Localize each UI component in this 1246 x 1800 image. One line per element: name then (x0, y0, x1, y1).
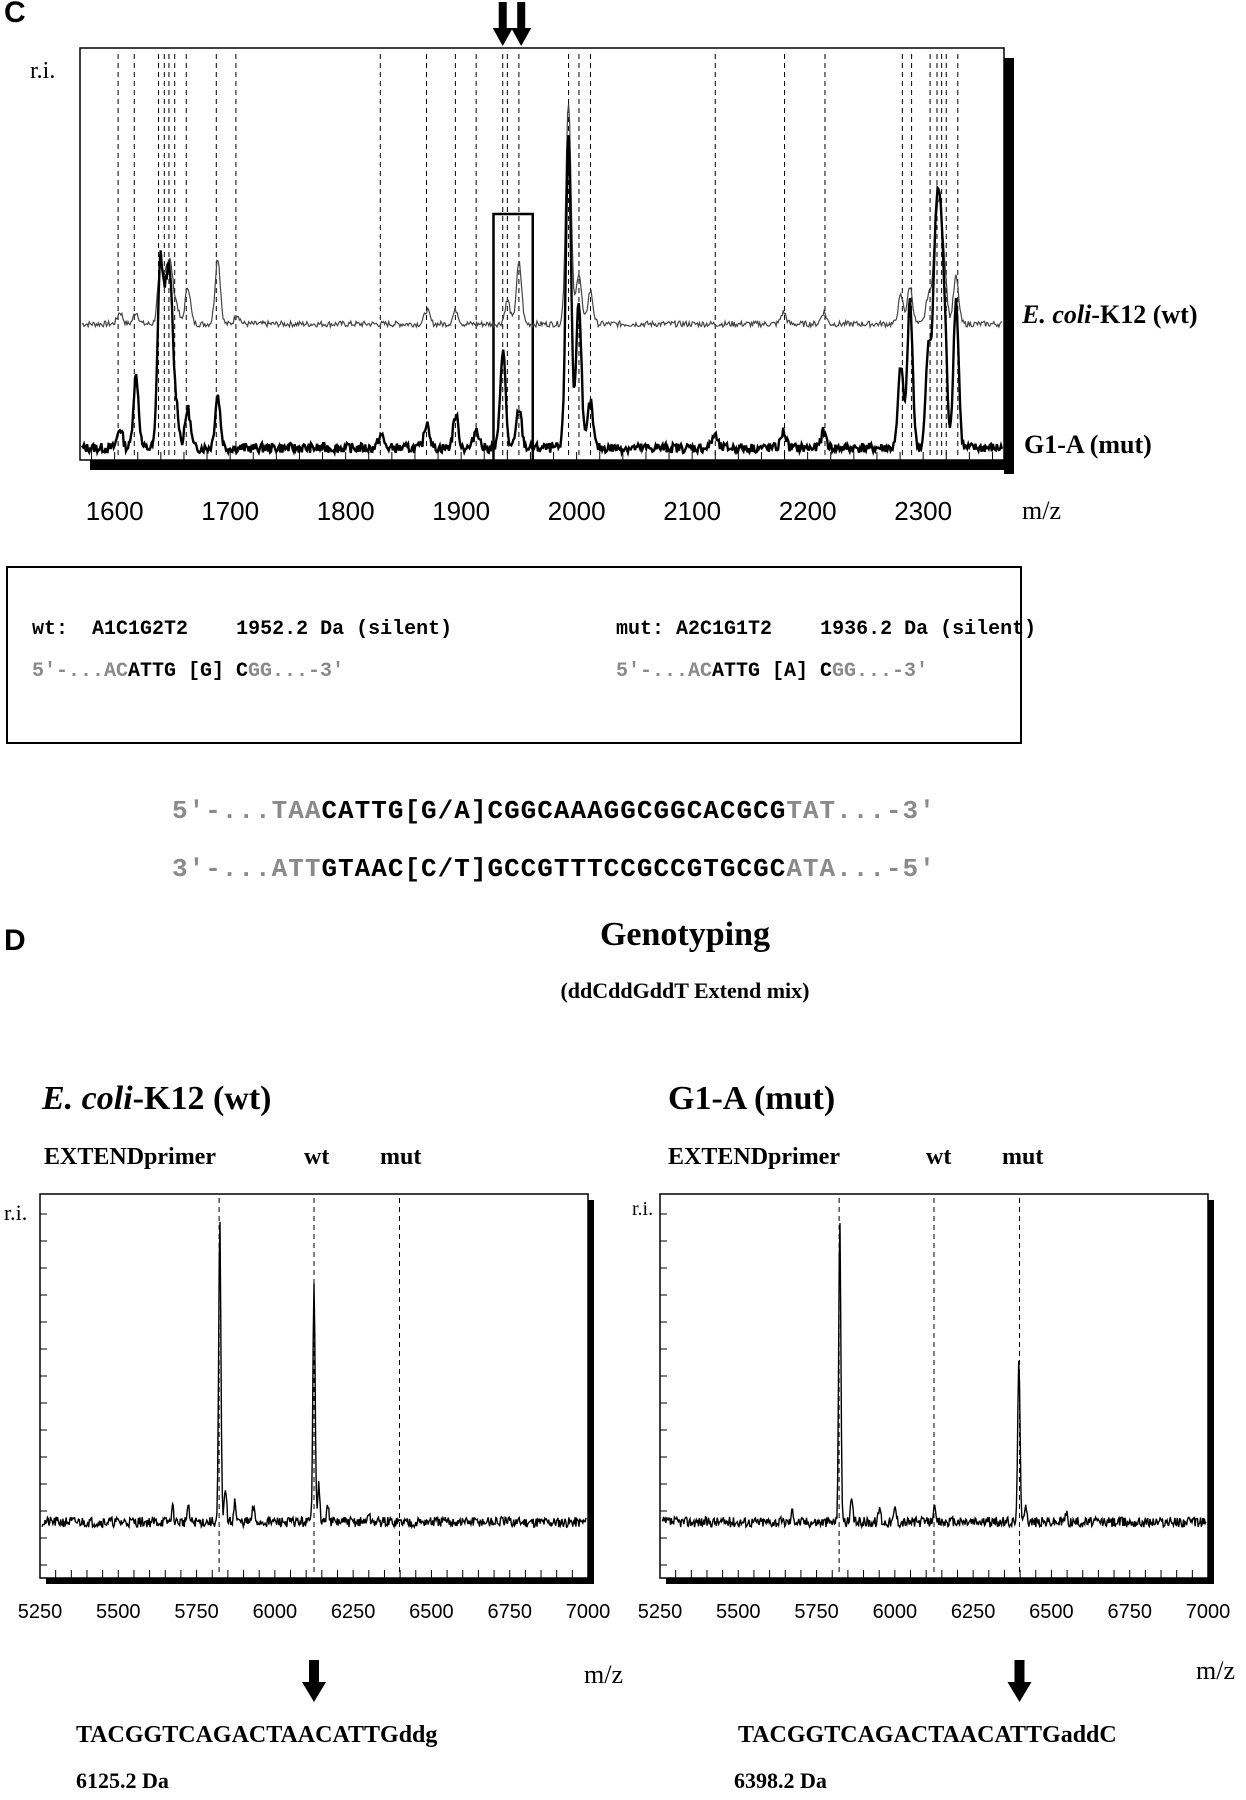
right-marker-primer: EXTENDprimer (668, 1144, 840, 1170)
right-product-arrow-head (1007, 1682, 1031, 1702)
left-x-tick-label: 7000 (565, 1601, 611, 1623)
left-extend-spectrum (0, 1180, 620, 1640)
right-product-mass: 6398.2 Da (734, 1768, 827, 1793)
left-x-tick-label: 6250 (330, 1601, 376, 1623)
panel-c-label: C (4, 0, 26, 29)
right-frame-shadow-bottom (666, 1578, 1214, 1584)
mass-info-box (6, 566, 1037, 744)
x-tick-label: 2300 (894, 496, 953, 526)
mut-seq-5prime: 5'-...AC (616, 660, 713, 683)
x-tick-label: 1600 (85, 496, 144, 526)
right-x-tick-label: 7000 (1185, 1601, 1231, 1623)
left-x-tick-label: 5500 (96, 1601, 141, 1623)
left-x-label: m/z (584, 1660, 623, 1689)
left-marker-primer: EXTENDprimer (44, 1144, 216, 1170)
x-tick-label: 1900 (432, 496, 491, 526)
panel-c-wt-label-rest: -K12 (wt) (1091, 300, 1198, 329)
left-frame-shadow-bottom (46, 1578, 594, 1584)
wt-seq-core: ATTG [G] C (128, 660, 249, 683)
panel-c-mut-label: G1-A (mut) (1024, 430, 1152, 459)
right-x-tick-label: 6000 (872, 1601, 918, 1623)
left-title-rest: -K12 (wt) (132, 1080, 272, 1117)
right-x-tick-label: 5500 (716, 1601, 761, 1623)
mut-mass: 1936.2 Da (silent) (820, 618, 1037, 641)
right-x-tick-label: 6750 (1107, 1601, 1152, 1623)
panel-c-wt-label-italic: E. coli (1022, 300, 1092, 329)
dna-top-b: CATTG[G/A]CGGCAAAGGCGGCACGCG (321, 796, 787, 826)
left-x-tick-label: 6000 (252, 1601, 298, 1623)
mut-seq-core: ATTG [A] C (712, 660, 833, 683)
left-x-tick-label: 6500 (409, 1601, 454, 1623)
mut-seq-3prime: GG...-3' (832, 660, 929, 683)
product-arrows (0, 1660, 1246, 1720)
down-arrow-head (511, 28, 531, 46)
right-chart-title: G1-A (mut) (668, 1080, 836, 1117)
x-tick-label: 2100 (663, 496, 722, 526)
wt-seq-3prime: GG...-3' (248, 660, 345, 683)
right-frame-shadow-right (1208, 1200, 1214, 1584)
left-marker-wt: wt (304, 1144, 330, 1170)
right-marker-mut: mut (1002, 1144, 1044, 1170)
left-x-tick-label: 6750 (487, 1601, 532, 1623)
x-tick-label: 2200 (778, 496, 837, 526)
panel-c-x-label: m/z (1022, 496, 1061, 525)
dna-bottom-strand (172, 854, 936, 884)
left-product-arrow-head (302, 1682, 326, 1702)
down-arrow-head (493, 28, 513, 46)
dna-bot-a: 3'-...ATT (172, 854, 322, 884)
wt-prefix: wt: (32, 618, 69, 641)
left-product-sequence: TACGGTCAGACTAACATTGddg (76, 1722, 438, 1748)
left-frame-shadow-right (588, 1200, 594, 1584)
left-x-tick-label: 5250 (17, 1601, 63, 1623)
left-title-italic: E. coli (42, 1080, 133, 1117)
left-x-tick-label: 5750 (174, 1601, 219, 1623)
wt-seq-line (32, 660, 344, 683)
wt-info-line (32, 618, 452, 641)
right-x-tick-label: 6250 (950, 1601, 996, 1623)
panel-d-label: D (4, 924, 26, 957)
right-extend-spectrum (620, 1180, 1246, 1640)
dna-bot-b: GTAAC[C/T]GCCGTTTCCGCCGTGCGC (321, 854, 787, 884)
mut-seq-line (616, 660, 928, 683)
wt-mass: 1952.2 Da (silent) (236, 618, 453, 641)
right-x-tick-label: 6500 (1029, 1601, 1074, 1623)
panel-d-subtitle: (ddCddGddT Extend mix) (560, 978, 810, 1003)
dna-bot-c: ATA...-5' (786, 854, 936, 884)
dna-top-a: 5'-...TAA (172, 796, 322, 826)
panel-c-y-label: r.i. (30, 58, 56, 84)
down-arrow-shaft (499, 2, 507, 30)
wt-seq-5prime: 5'-...AC (32, 660, 129, 683)
mut-prefix: mut: (616, 618, 665, 641)
right-product-arrow-shaft (1014, 1660, 1024, 1684)
left-marker-mut: mut (380, 1144, 422, 1170)
right-x-label: m/z (1196, 1656, 1235, 1685)
left-product-arrow-shaft (309, 1660, 319, 1684)
mut-info-line (616, 618, 1036, 641)
panel-d-title: Genotyping (599, 916, 771, 953)
right-x-tick-label: 5750 (794, 1601, 839, 1623)
mut-composition: A2C1G1T2 (676, 618, 773, 641)
left-y-label: r.i. (4, 1200, 28, 1225)
x-tick-label: 1700 (201, 496, 260, 526)
down-arrow-shaft (517, 2, 525, 30)
right-y-label: r.i. (632, 1198, 654, 1220)
left-product-mass: 6125.2 Da (76, 1768, 169, 1793)
left-chart-title (42, 1080, 271, 1118)
right-marker-wt: wt (926, 1144, 952, 1170)
right-product-sequence: TACGGTCAGACTAACATTGaddC (738, 1722, 1117, 1748)
frame-shadow-bottom (90, 460, 1014, 470)
x-tick-label: 2000 (547, 496, 606, 526)
right-x-tick-label: 5250 (637, 1601, 683, 1623)
dna-top-c: TAT...-3' (786, 796, 936, 826)
frame-shadow-right (1004, 58, 1014, 474)
wt-composition: A1C1G2T2 (92, 618, 189, 641)
x-tick-label: 1800 (316, 496, 375, 526)
dna-top-strand (172, 796, 936, 826)
panel-c-wt-label (1022, 300, 1197, 330)
